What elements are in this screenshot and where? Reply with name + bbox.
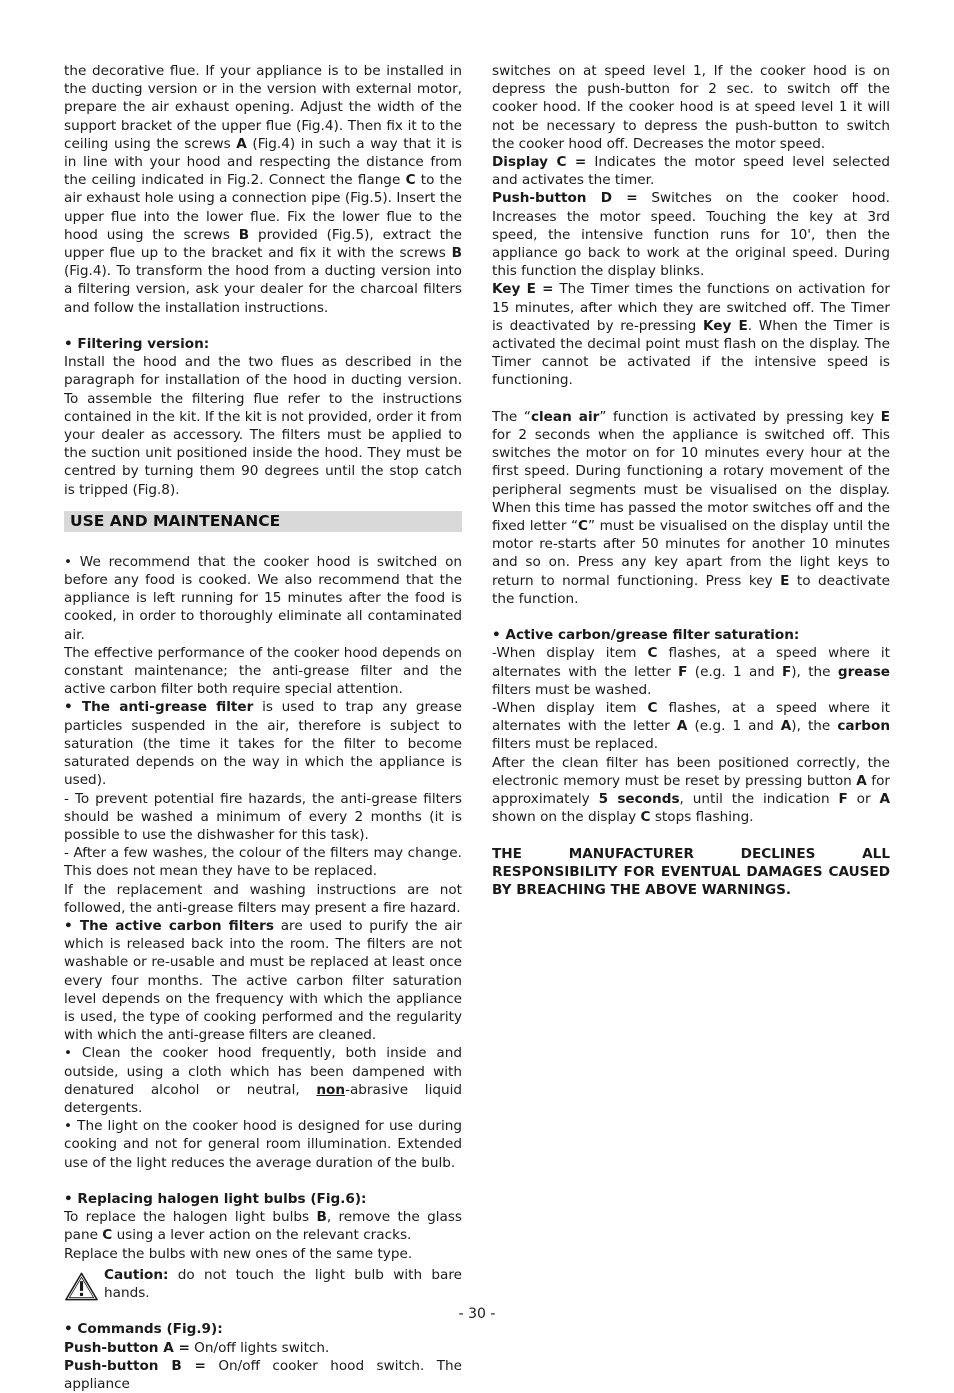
effective-performance-paragraph: The effective performance of the cooker hood depends on constant maintenance; the anti-grease filter and the active carbon filter both require special attention.	[64, 644, 462, 698]
right-column	[492, 62, 890, 899]
key-e-text: Key E = The Timer times the functions on activation for 15 minutes, after which they are switched off. The Timer is deactivated by re-pressing Key E. When the Timer is activated the decimal point must flash on the display. The Timer cannot be activated if the intensive speed is functioning.	[492, 281, 890, 389]
halogen-bulbs-heading: • Replacing halogen light bulbs (Fig.6):	[64, 1190, 367, 1207]
push-button-b-continued: switches on at speed level 1, If the cooker hood is on depress the push-button for 2 sec. to switch off the cooker hood. If the cooker hood is at speed level 1 it will not be necessary to depress the push-button to switch the cooker hood off. Decreases the motor speed.	[492, 63, 890, 152]
filtering-version-text: Install the hood and the two flues as described in the paragraph for installation of the hood in ducting version. To assemble the filtering flue refer to the instructions contained in the kit. If the kit is not provided, order it from your dealer as accessory. The filters must be applied to the suction unit positioned inside the hood. They must be centred by turning them 90 degrees until the stop catch is tripped (Fig.8).	[64, 354, 462, 498]
filtering-version-heading: • Filtering version:	[64, 336, 210, 353]
use-and-maintenance-heading: USE AND MAINTENANCE	[64, 511, 462, 532]
caution-note: Caution: do not touch the light bulb with bare hands.	[64, 1266, 462, 1302]
memory-reset-paragraph: After the clean filter has been positioned correctly, the electronic memory must be reset by pressing button A for approximately 5 seconds, until the indication F or A shown on the display C stops flashing.	[492, 754, 890, 826]
display-c-text: Display C = Indicates the motor speed level selected and activates the timer.	[492, 154, 891, 189]
halogen-replace-text: Replace the bulbs with new ones of the same type.	[64, 1245, 413, 1262]
clean-air-paragraph: The “clean air” function is activated by pressing key E for 2 seconds when the appliance is switched off. This switches the motor on for 10 minutes every hour at the first speed. During functioning a rotary movement of the peripheral segments must be visualised on the display. When this time has passed the motor switches off and the fixed letter “C” must be visualised on the display until the motor re-starts after 50 minutes for another 10 minutes and so on. Press any key apart from the light keys to return to normal functioning. Press key E to deactivate the function.	[492, 408, 891, 607]
cleaning-paragraph: • Clean the cooker hood frequently, both inside and outside, using a cloth which has been dampened with denatured alcohol or neutral, non-abrasive liquid detergents.	[64, 1045, 463, 1116]
left-column	[64, 62, 462, 1393]
recommend-paragraph: • We recommend that the cooker hood is switched on before any food is cooked. We also recommend that the appliance is left running for 15 minutes after the food is cooked, in order to thoroughly eliminate all contaminated air.	[64, 553, 462, 643]
carbon-saturation-item: -When display item C flashes, at a speed where it alternates with the letter A (e.g. 1 and A), the carbon filters must be replaced.	[492, 700, 890, 753]
replacement-warning-paragraph: If the replacement and washing instructions are not followed, the anti-grease filters may present a fire hazard.	[64, 881, 462, 916]
filter-colour-paragraph: - After a few washes, the colour of the filters may change. This does not mean they have to be replaced.	[64, 845, 462, 880]
manufacturer-disclaimer: THE MANUFACTURER DECLINES ALL RESPONSIBILITY FOR EVENTUAL DAMAGES CAUSED BY BREACHING THE ABOVE WARNINGS.	[492, 845, 890, 899]
page-number: - 30 -	[458, 1306, 496, 1322]
active-carbon-paragraph: • The active carbon filters are used to purify the air which is released back into the room. The filters are not washable or re-usable and must be replaced at least once every four months. The active carbon filter saturation level depends on the frequency with which the appliance is used, the type of cooking performed and the regularity with which the anti-grease filters are cleaned.	[64, 917, 462, 1044]
commands-heading: • Commands (Fig.9):	[64, 1321, 223, 1338]
halogen-bulbs-text: To replace the halogen light bulbs B, remove the glass pane C using a lever action on the relevant cracks.	[64, 1209, 462, 1244]
push-button-d-text: Push-button D = Switches on the cooker hood. Increases the motor speed. Touching the key at 3rd speed, the intensive function runs for 10', then the appliance go back to work at the original speed. During this function the display blinks.	[492, 190, 890, 280]
push-button-b-text: Push-button B = On/off cooker hood switch. The appliance	[64, 1357, 462, 1392]
light-usage-paragraph: • The light on the cooker hood is designed for use during cooking and not for general room illumination. Extended use of the light reduces the average duration of the bulb.	[64, 1118, 462, 1171]
ducting-installation-text: the decorative flue. If your appliance is to be installed in the ducting version or in the version with external motor, prepare the air exhaust opening. Adjust the width of the support bracket of the upper flue (Fig.4). Then fix it to the ceiling using the screws A (Fig.4) in such a way that it is in line with your hood and respecting the distance from the ceiling indicated in Fig.2. Connect the flange C to the air exhaust hole using a connection pipe (Fig.5). Insert the upper flue into the lower flue. Fix the lower flue to the hood using the screws B provided (Fig.5), extract the upper flue up to the bracket and fix it with the screws B (Fig.4). To transform the hood from a ducting version into a filtering version, ask your dealer for the charcoal filters and follow the installation instructions.	[64, 63, 462, 316]
fire-hazard-paragraph: - To prevent potential fire hazards, the anti-grease filters should be washed a minimum of every 2 months (it is possible to use the dishwasher for this task).	[64, 790, 462, 843]
warning-triangle-icon	[64, 1271, 99, 1302]
anti-grease-filter-paragraph: • The anti-grease filter is used to trap any grease particles suspended in the air, therefore is subject to saturation (the time it takes for the filter to become saturated depends on the way in which the appliance is used).	[64, 699, 462, 789]
push-button-a-text: Push-button A = On/off lights switch.	[64, 1339, 330, 1356]
grease-saturation-item: -When display item C flashes, at a speed where it alternates with the letter F (e.g. 1 and F), the grease filters must be washed.	[492, 645, 891, 698]
filter-saturation-heading: • Active carbon/grease filter saturation:	[492, 627, 800, 644]
